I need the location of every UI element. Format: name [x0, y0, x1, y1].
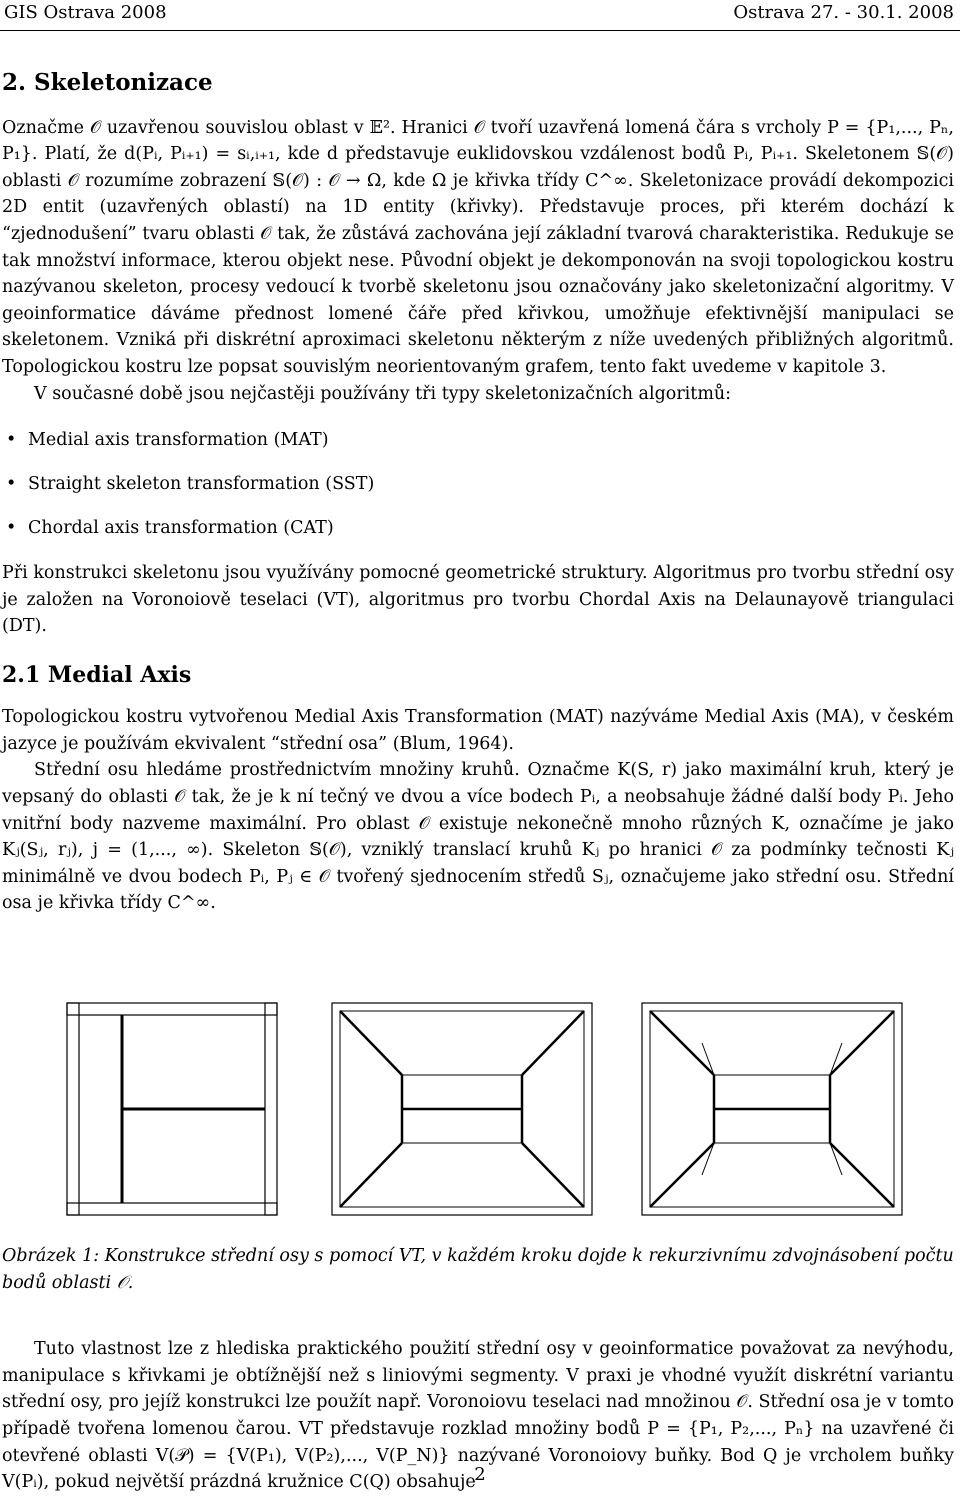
panel-2: [332, 1003, 592, 1215]
page-content: [2, 70, 954, 1496]
medial-axis-paragraph-1: Topologickou kostru vytvořenou Medial Axis Transformation (MAT) nazýváme Medial Axis (MA), v českém jazyce je používám ekvivalent “střední osa” (Blum, 1964).: [2, 707, 954, 754]
list-item-label: Chordal axis transformation (CAT): [28, 518, 334, 539]
page-number: 2: [474, 1464, 486, 1485]
page-header: [0, 0, 960, 30]
algorithm-list: [2, 427, 954, 542]
subsection-title: 2.1 Medial Axis: [2, 661, 192, 688]
list-item-label: Straight skeleton transformation (SST): [28, 474, 375, 495]
list-item-label: Medial axis transformation (MAT): [28, 430, 329, 451]
closing-paragraph: Tuto vlastnost lze z hlediska praktického použití střední osy v geoinformatice považovat za nevýhodu, manipulace s křivkami je obtížnější než s liniovými segmenty. V praxi je vhodné využít diskrétní variantu střední osy, pro jejíž konstrukci lze použít např. Voronoiovu teselaci nad množinou 𝒪. Střední osa je v tomto případě tvořena lomenou čarou. VT představuje rozklad množiny bodů P = {P₁, P₂,..., Pₙ} na uzavřené či otevřené oblasti V(𝒫) = {V(P₁), V(P₂),..., V(P_N)} nazývané Voronoiovy buňky. Bod Q je vrcholem buňky V(Pᵢ), pokud největší prázdná kružnice C(Q) obsahuje: [2, 1339, 954, 1493]
panel-1: [67, 1003, 277, 1215]
medial-axis-diagram: [2, 925, 954, 1235]
section-intro: Označme 𝒪 uzavřenou souvislou oblast v 𝔼². Hranici 𝒪 tvoří uzavřená lomená čára s vrcholy P = {P₁,..., Pₙ, P₁}. Platí, že d(Pᵢ, Pᵢ₊₁) = sᵢ,ᵢ₊₁, kde d představuje euklidovskou vzdálenost bodů Pᵢ, Pᵢ₊₁. Skeletonem 𝕊(𝒪) oblasti 𝒪 rozumíme zobrazení 𝕊(𝒪) : 𝒪 → Ω, kde Ω je křivka třídy C^∞. Skeletonizace provádí dekompozici 2D entit (uzavřených oblastí) na 1D entity (křivky). Představuje proces, při kterém dochází k “zjednodušení” tvaru oblasti 𝒪 tak, že zůstává zachována její základní tvarová charakteristika. Redukuje se tak množství informace, kterou objekt nese. Původní objekt je dekomponován na svoji topologickou kostru nazývanou skeleton, procesy vedoucí k tvorbě skeletonu jsou označovány jako skeletonizační algoritmy. V geoinformatice dáváme přednost lomené čáře před křivkou, umožňuje efektivnější manipulaci se skeletonem. Vzniká při diskrétní aproximaci skeletonu některým z níže uvedených přibližných algoritmů. Topologickou kostru lze popsat souvislým neorientovaným grafem, tento fakt uvedeme v kapitole 3.: [2, 117, 954, 377]
bullet: •: [6, 518, 17, 539]
list-item: [6, 427, 954, 454]
header-rule: [0, 30, 960, 31]
algorithms-lead: V současné době jsou nejčastěji používány tři typy skeletonizačních algoritmů:: [34, 383, 732, 404]
section-title: 2. Skeletonizace: [2, 69, 213, 96]
figure-caption: Obrázek 1: Konstrukce střední osy s pomocí VT, v každém kroku dojde k rekurzivnímu zdvojnásobení počtu bodů oblasti 𝒪.: [2, 1246, 954, 1293]
header-conference: GIS Ostrava 2008: [4, 2, 167, 23]
panel-3: [642, 1003, 902, 1215]
list-item: [6, 515, 954, 542]
medial-axis-paragraph-2: Střední osu hledáme prostřednictvím množiny kruhů. Označme K(S, r) jako maximální kruh, který je vepsaný do oblasti 𝒪 tak, že je k ní tečný ve dvou a více bodech Pᵢ, a neobsahuje žádné další body Pᵢ. Jeho vnitřní body nazveme maximální. Pro oblast 𝒪 existuje nekonečně mnoho různých K, označíme je jako Kⱼ(Sⱼ, rⱼ), j = (1,..., ∞). Skeleton 𝕊(𝒪), vzniklý translací kruhů Kⱼ po hranici 𝒪 za podmínky tečnosti Kⱼ minimálně ve dvou bodech Pᵢ, Pⱼ ∈ 𝒪 tvořený sjednocením středů Sⱼ, označujeme jako střední osu. Střední osa je křivka třídy C^∞.: [2, 760, 954, 914]
bullet: •: [6, 430, 17, 451]
header-date: Ostrava 27. - 30.1. 2008: [733, 2, 954, 23]
figure-1: [2, 925, 954, 1235]
structures-paragraph: Při konstrukci skeletonu jsou využívány pomocné geometrické struktury. Algoritmus pro tvorbu střední osy je založen na Voronoiově teselaci (VT), algoritmus pro tvorbu Chordal Axis na Delaunayově triangulaci (DT).: [2, 562, 954, 637]
bullet: •: [6, 474, 17, 495]
list-item: [6, 471, 954, 498]
